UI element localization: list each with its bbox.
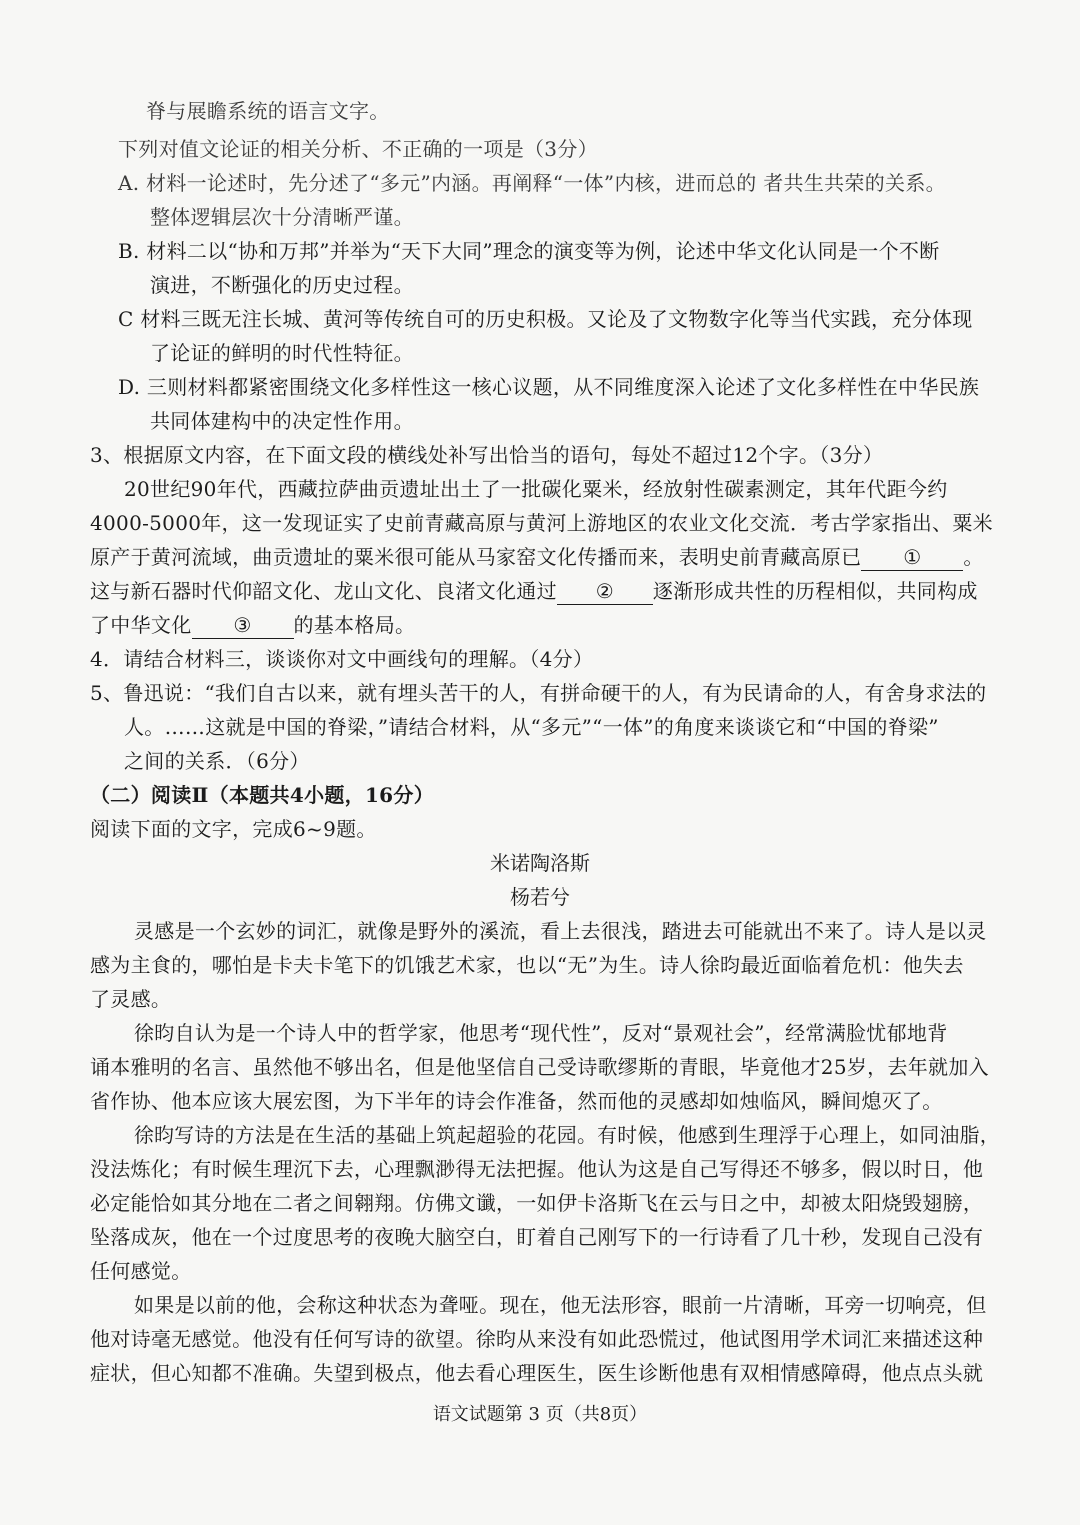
story-author: 杨若兮	[510, 885, 570, 909]
paragraph-text: 的基本格局。	[293, 613, 416, 637]
section-2-heading: （二）阅读Ⅱ（本题共4小题，16分）	[90, 783, 435, 807]
paragraph-text: 原产于黄河流域，曲贡遗址的粟米很可能从马家窑文化传播而来，表明史前青藏高原已	[90, 545, 862, 569]
story-line: 症状，但心知都不准确。失望到极点，他去看心理医生，医生诊断他患有双相情感障碍，他点点头就	[90, 1361, 984, 1385]
question-5-cont: 之间的关系．（6分）	[124, 749, 310, 773]
story-title: 米诺陶洛斯	[490, 851, 590, 875]
paragraph-text: 这与新石器时代仰韶文化、龙山文化、良渚文化通过	[90, 579, 557, 603]
question-2-option-c-cont: 了论证的鲜明的时代性特征。	[150, 341, 414, 365]
story-line: 灵感是一个玄妙的词汇，就像是野外的溪流，看上去很浅，踏进去可能就出不来了。诗人是以灵	[134, 919, 987, 943]
question-3-stem: 3、根据原文内容，在下面文段的横线处补写出恰当的语句，每处不超过12个字。（3分）	[90, 443, 884, 467]
section-2-instructions: 阅读下面的文字，完成6~9题。	[90, 817, 377, 841]
story-line: 徐昀自认为是一个诗人中的哲学家，他思考“现代性”，反对“景观社会”，经常满脸忧郁地背	[134, 1021, 948, 1045]
story-line: 诵本雅明的名言、虽然他不够出名，但是他坚信自己受诗歌缪斯的青眼，毕竟他才25岁，去年就加入	[90, 1055, 989, 1079]
question-2-option-d-cont: 共同体建构中的决定性作用。	[150, 409, 414, 433]
question-3-paragraph-line: 4000-5000年，这一发现证实了史前青藏高原与黄河上游地区的农业文化交流．考古学家指出、粟米	[90, 511, 993, 535]
paragraph-text: 了中华文化	[90, 613, 192, 637]
story-line: 他对诗毫无感觉。他没有任何写诗的欲望。徐昀从来没有如此恐慌过，他试图用学术词汇来描述这种	[90, 1327, 984, 1351]
question-5: 5、鲁迅说：“我们自古以来，就有埋头苦干的人，有拼命硬干的人，有为民请命的人，有舍身求法的	[90, 681, 987, 705]
question-3-paragraph-line: 20世纪90年代，西藏拉萨曲贡遗址出土了一批碳化粟米，经放射性碳素测定，其年代距今约	[124, 477, 948, 501]
story-line: 了灵感。	[90, 987, 172, 1011]
question-3-paragraph-line	[90, 542, 984, 572]
question-2-option-a-cont: 整体逻辑层次十分清晰严谨。	[150, 205, 414, 229]
fill-blank-3[interactable]: ③	[192, 612, 294, 639]
question-5-cont: 人。……这就是中国的脊梁，”请结合材料，从“多元”“一体”的角度来谈谈它和“中国的脊梁”	[124, 715, 939, 739]
page-footer: 语文试题第 3 页（共8页）	[432, 1404, 648, 1425]
question-2-option-b-cont: 演进，不断强化的历史过程。	[150, 273, 414, 297]
paragraph-text: 逐渐形成共性的历程相似，共同构成	[652, 579, 978, 603]
question-3-paragraph-line	[90, 576, 978, 606]
question-2-option-d: D. 三则材料都紧密围绕文化多样性这一核心议题，从不同维度深入论述了文化多样性在中华民族	[118, 375, 980, 399]
story-line: 感为主食的，哪怕是卡夫卡笔下的饥饿艺术家，也以“无”为生。诗人徐昀最近面临着危机：他失去	[90, 953, 964, 977]
story-line: 坠落成灰，他在一个过度思考的夜晚大脑空白，盯着自己刚写下的一行诗看了几十秒，发现自己没有	[90, 1225, 984, 1249]
story-line: 省作协、他本应该大展宏图，为下半年的诗会作准备，然而他的灵感却如烛临风，瞬间熄灭了。	[90, 1089, 943, 1113]
question-3-paragraph-line	[90, 610, 415, 640]
story-line: 没法炼化；有时候生理沉下去，心理飘渺得无法把握。他认为这是自己写得还不够多，假以时日，他	[90, 1157, 984, 1181]
story-line: 徐昀写诗的方法是在生活的基础上筑起超验的花园。有时候，他感到生理浮于心理上，如同油脂，	[134, 1123, 1000, 1147]
paragraph-text: 。	[963, 545, 984, 569]
question-4: 4．请结合材料三，谈谈你对文中画线句的理解。（4分）	[90, 647, 594, 671]
text-line: 脊与展瞻系统的语言文字。	[146, 99, 390, 123]
fill-blank-2[interactable]: ②	[557, 578, 653, 605]
story-line: 任何感觉。	[90, 1259, 192, 1283]
question-2-option-b: B. 材料二以“协和万邦”并举为“天下大同”理念的演变等为例，论述中华文化认同是一个不断	[118, 239, 940, 263]
question-2-stem: 下列对值文论证的相关分析、不正确的一项是（3分）	[118, 137, 598, 161]
story-line: 必定能恰如其分地在二者之间翱翔。仿佛文谶，一如伊卡洛斯飞在云与日之中，却被太阳烧毁翅膀，	[90, 1191, 984, 1215]
fill-blank-1[interactable]: ①	[861, 544, 963, 571]
question-2-option-c: C 材料三既无注长城、黄河等传统自可的历史积极。又论及了文物数字化等当代实践，充分体现	[118, 307, 973, 331]
question-2-option-a: A. 材料一论述时，先分述了“多元”内涵。再阐释“一体”内核，进而总的 者共生共荣的关系。	[118, 171, 946, 195]
story-line: 如果是以前的他，会称这种状态为聋哑。现在，他无法形容，眼前一片清晰，耳旁一切响亮，但	[134, 1293, 987, 1317]
